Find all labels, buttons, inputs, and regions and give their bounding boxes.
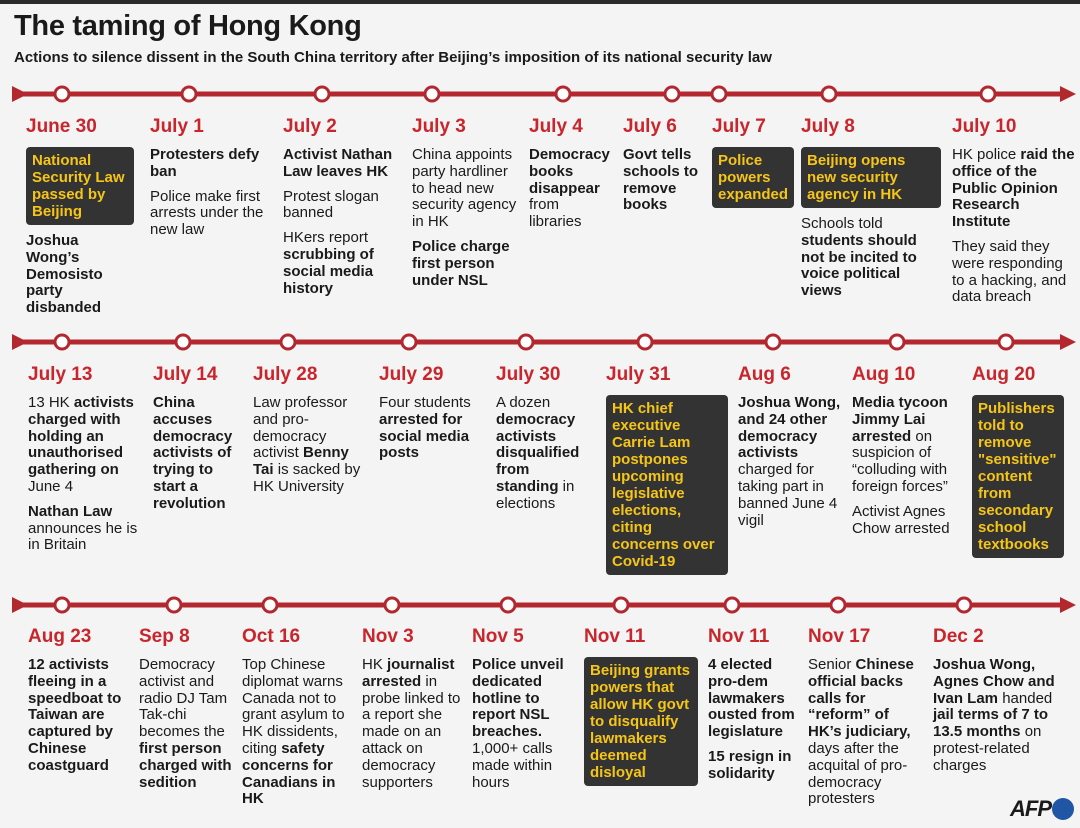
event-text bbox=[379, 395, 483, 462]
plain-text: Protest slogan banned bbox=[283, 187, 379, 222]
timeline-dot bbox=[167, 598, 181, 612]
timeline-dot bbox=[55, 87, 69, 101]
bold-text: Police charge first person under NSL bbox=[412, 237, 510, 289]
bold-text: activists charged with holding an unauthorised gathering on bbox=[28, 394, 134, 479]
event-date: July 31 bbox=[606, 364, 671, 385]
timeline-event bbox=[150, 116, 270, 247]
timeline-dot bbox=[712, 87, 726, 101]
bold-text: 12 activists fleeing in a speedboat to Taiwan are captured by Chinese coastguard bbox=[28, 656, 122, 774]
event-text bbox=[623, 147, 703, 214]
timeline-event bbox=[139, 626, 235, 799]
event-text bbox=[852, 395, 968, 496]
timeline-dot bbox=[890, 335, 904, 349]
plain-text: China appoints party hardliner to head new security agency in HK bbox=[412, 146, 517, 231]
plain-text: in elections bbox=[496, 477, 575, 512]
timeline-track bbox=[0, 593, 1080, 617]
plain-text: HK police bbox=[952, 146, 1021, 163]
event-date: Aug 10 bbox=[852, 364, 916, 385]
bold-text: safety concerns for Canadians in HK bbox=[242, 739, 336, 808]
event-date: July 3 bbox=[412, 116, 466, 137]
bold-text: China accuses democracy activists of trying to start a revolution bbox=[153, 394, 233, 512]
event-date: Aug 20 bbox=[972, 364, 1036, 385]
highlight-box bbox=[606, 395, 728, 575]
plain-text: Schools told bbox=[801, 215, 883, 232]
event-date: July 1 bbox=[150, 116, 204, 137]
top-rule bbox=[0, 0, 1080, 4]
plain-text: Top Chinese diplomat warns Canada not to grant asylum to HK dissidents, citing bbox=[242, 656, 345, 757]
event-date: Nov 3 bbox=[362, 626, 414, 647]
page-title: The taming of Hong Kong bbox=[14, 10, 362, 42]
bold-text: Police unveil dedicated hotline to report NSL breaches. bbox=[472, 656, 564, 741]
event-text bbox=[283, 189, 393, 223]
event-date: July 29 bbox=[379, 364, 444, 385]
timeline-dot bbox=[638, 335, 652, 349]
bold-text: journalist arrested bbox=[362, 656, 455, 690]
bold-text: arrested for social media posts bbox=[379, 410, 470, 462]
plain-text: June 4 bbox=[28, 477, 74, 495]
bold-text: 15 resign in solidarity bbox=[708, 747, 792, 782]
timeline-dot bbox=[425, 87, 439, 101]
timeline-event bbox=[26, 116, 134, 325]
plain-text: Activist Agnes Chow arrested bbox=[852, 502, 950, 537]
bold-text: Benny Tai bbox=[253, 444, 349, 479]
timeline-event bbox=[972, 364, 1064, 566]
event-text bbox=[952, 239, 1078, 306]
plain-text: is sacked by HK University bbox=[253, 461, 361, 495]
plain-text: Police make first arrests under the new law bbox=[150, 187, 264, 239]
highlight-box bbox=[584, 657, 698, 786]
bold-text: Joshua Wong, and 24 other democracy activists bbox=[738, 394, 841, 462]
timeline-event bbox=[379, 364, 483, 470]
bold-text: jail terms of 7 to 13.5 months bbox=[933, 706, 1049, 741]
timeline-dot bbox=[614, 598, 628, 612]
bold-text: raid the office of the Public Opinion Research Institute bbox=[952, 146, 1075, 231]
event-text bbox=[801, 216, 941, 300]
timeline-event bbox=[529, 116, 615, 239]
event-date: Oct 16 bbox=[242, 626, 301, 647]
event-text bbox=[852, 504, 968, 538]
event-text bbox=[28, 657, 126, 775]
event-date: Dec 2 bbox=[933, 626, 984, 647]
bold-text: students should not be incited to voice political views bbox=[801, 231, 917, 300]
timeline-dot bbox=[556, 87, 570, 101]
highlight-box bbox=[972, 395, 1064, 558]
timeline-dot bbox=[315, 87, 329, 101]
plain-text: HKers report bbox=[283, 229, 369, 247]
timeline-event bbox=[283, 116, 393, 305]
timeline-dot bbox=[385, 598, 399, 612]
event-text bbox=[738, 395, 848, 529]
timeline-dot bbox=[831, 598, 845, 612]
bold-text: Joshua Wong, Agnes Chow and Ivan Lam bbox=[933, 656, 1055, 707]
event-date: Nov 17 bbox=[808, 626, 871, 647]
timeline-end-arrow bbox=[1060, 334, 1076, 350]
plain-text: A dozen bbox=[496, 394, 551, 411]
timeline-event bbox=[412, 116, 522, 297]
timeline-event bbox=[153, 364, 241, 521]
event-date: June 30 bbox=[26, 116, 97, 137]
plain-text: 1,000+ calls made within hours bbox=[472, 739, 553, 791]
timeline-track bbox=[0, 330, 1080, 354]
event-text bbox=[150, 189, 270, 239]
timeline-event bbox=[28, 626, 126, 783]
event-date: July 2 bbox=[283, 116, 337, 137]
timeline-event bbox=[738, 364, 848, 537]
event-text bbox=[139, 657, 235, 791]
timeline-event bbox=[623, 116, 703, 222]
timeline-event bbox=[852, 364, 968, 545]
event-text bbox=[26, 233, 134, 317]
timeline-dot bbox=[766, 335, 780, 349]
plain-text: 13 HK bbox=[28, 394, 74, 411]
event-text bbox=[150, 147, 270, 181]
event-date: July 10 bbox=[952, 116, 1017, 137]
plain-text: days after the acquital of pro-democracy protesters bbox=[808, 739, 908, 808]
bold-text: National Security Law passed by Beijing bbox=[32, 152, 125, 220]
highlight-box bbox=[801, 147, 941, 208]
plain-text: announces he is in Britain bbox=[28, 519, 138, 554]
bold-text: Police powers expanded bbox=[718, 152, 789, 203]
bold-text: democracy activists disqualified from standing bbox=[496, 410, 580, 495]
event-date: July 30 bbox=[496, 364, 561, 385]
bold-text: Beijing opens new security agency in HK bbox=[807, 152, 906, 203]
event-date: July 13 bbox=[28, 364, 93, 385]
plain-text: handed bbox=[998, 689, 1053, 707]
timeline-event bbox=[801, 116, 941, 308]
timeline-start-arrow bbox=[12, 86, 28, 102]
plain-text: Senior bbox=[808, 656, 856, 673]
event-text bbox=[496, 395, 592, 513]
event-date: Nov 11 bbox=[584, 626, 646, 647]
timeline-track bbox=[0, 82, 1080, 106]
event-date: July 7 bbox=[712, 116, 766, 137]
timeline-end-arrow bbox=[1060, 86, 1076, 102]
afp-logo-icon bbox=[1052, 798, 1074, 820]
timeline-dot bbox=[981, 87, 995, 101]
timeline-start-arrow bbox=[12, 597, 28, 613]
event-date: Aug 6 bbox=[738, 364, 791, 385]
timeline-dot bbox=[176, 335, 190, 349]
timeline-event bbox=[28, 364, 140, 562]
timeline-event bbox=[496, 364, 592, 521]
timeline-event bbox=[952, 116, 1078, 314]
timeline-event bbox=[808, 626, 922, 816]
plain-text: They said they were responding to a hacking, and data breach bbox=[952, 237, 1067, 306]
event-text bbox=[708, 749, 800, 783]
event-date: July 4 bbox=[529, 116, 583, 137]
timeline-dot bbox=[822, 87, 836, 101]
timeline-end-arrow bbox=[1060, 597, 1076, 613]
timeline-dot bbox=[665, 87, 679, 101]
timeline-event bbox=[708, 626, 800, 791]
bold-text: HK chief executive Carrie Lam postpones upcoming legislative elections, citing concerns over Covid-19 bbox=[612, 400, 715, 570]
bold-text: scrubbing of social media history bbox=[283, 245, 374, 297]
event-date: Aug 23 bbox=[28, 626, 92, 647]
event-text bbox=[153, 395, 241, 513]
timeline-event bbox=[362, 626, 466, 799]
event-date: Nov 11 bbox=[708, 626, 770, 647]
timeline-event bbox=[933, 626, 1061, 783]
timeline-event bbox=[242, 626, 360, 816]
event-text bbox=[253, 395, 369, 496]
timeline-dot bbox=[182, 87, 196, 101]
highlight-box bbox=[26, 147, 134, 225]
timeline-event bbox=[712, 116, 794, 216]
timeline-dot bbox=[999, 335, 1013, 349]
bold-text: Beijing grants powers that allow HK govt to disqualify lawmakers deemed disloyal bbox=[590, 662, 691, 781]
event-text bbox=[808, 657, 922, 808]
timeline-dot bbox=[55, 598, 69, 612]
bold-text: Nathan Law bbox=[28, 502, 113, 520]
plain-text: on suspicion of “colluding with foreign forces” bbox=[852, 427, 948, 495]
timeline-event bbox=[472, 626, 566, 799]
event-text bbox=[242, 657, 360, 808]
event-text bbox=[529, 147, 615, 231]
bold-text: Chinese official backs calls for “reform” of HK’s judiciary, bbox=[808, 656, 914, 741]
bold-text: Activist Nathan Law leaves HK bbox=[283, 146, 393, 180]
event-date: Nov 5 bbox=[472, 626, 524, 647]
event-text bbox=[283, 230, 393, 297]
timeline-dot bbox=[402, 335, 416, 349]
plain-text: HK bbox=[362, 656, 388, 673]
timeline-dot bbox=[725, 598, 739, 612]
plain-text: on protest-related charges bbox=[933, 723, 1042, 774]
timeline-dot bbox=[55, 335, 69, 349]
afp-credit: AFP bbox=[1010, 796, 1051, 821]
event-date: July 14 bbox=[153, 364, 218, 385]
event-text bbox=[412, 147, 522, 231]
bold-text: Democracy books disappear bbox=[529, 146, 610, 197]
event-date: July 8 bbox=[801, 116, 855, 137]
plain-text: in probe linked to a report she made on an attack on democracy supporters bbox=[362, 672, 461, 791]
plain-text: from libraries bbox=[529, 196, 582, 231]
bold-text: Govt tells schools to remove books bbox=[623, 146, 699, 214]
timeline-dot bbox=[957, 598, 971, 612]
timeline-dot bbox=[501, 598, 515, 612]
event-date: July 28 bbox=[253, 364, 318, 385]
bold-text: Joshua Wong’s Demosisto party disbanded bbox=[26, 232, 103, 317]
event-text bbox=[362, 657, 466, 791]
plain-text: Democracy activist and radio DJ Tam Tak-chi becomes the bbox=[139, 656, 228, 741]
plain-text: Four students bbox=[379, 394, 471, 411]
event-text bbox=[28, 395, 140, 496]
event-text bbox=[952, 147, 1078, 231]
bold-text: 4 elected pro-dem lawmakers ousted from legislature bbox=[708, 656, 795, 741]
timeline-event bbox=[584, 626, 698, 794]
event-text bbox=[28, 504, 140, 554]
timeline-start-arrow bbox=[12, 334, 28, 350]
bold-text: Protesters defy ban bbox=[150, 146, 260, 180]
timeline-dot bbox=[519, 335, 533, 349]
event-text bbox=[472, 657, 566, 791]
timeline-event bbox=[606, 364, 728, 583]
bold-text: Publishers told to remove "sensitive" content from secondary school textbooks bbox=[978, 400, 1057, 553]
bold-text: Media tycoon Jimmy Lai arrested bbox=[852, 394, 948, 445]
event-date: July 6 bbox=[623, 116, 677, 137]
plain-text: charged for taking part in banned June 4 vigil bbox=[738, 461, 838, 529]
plain-text: Law professor and pro-democracy activist bbox=[253, 394, 348, 462]
event-date: Sep 8 bbox=[139, 626, 190, 647]
event-text bbox=[283, 147, 393, 181]
timeline-dot bbox=[281, 335, 295, 349]
event-text bbox=[412, 239, 522, 289]
page-subtitle: Actions to silence dissent in the South China territory after Beijing’s imposition of its national security law bbox=[14, 49, 772, 66]
highlight-box bbox=[712, 147, 794, 208]
bold-text: first person charged with sedition bbox=[139, 739, 232, 791]
timeline-event bbox=[253, 364, 369, 504]
timeline-dot bbox=[263, 598, 277, 612]
event-text bbox=[933, 657, 1061, 775]
event-text bbox=[708, 657, 800, 741]
